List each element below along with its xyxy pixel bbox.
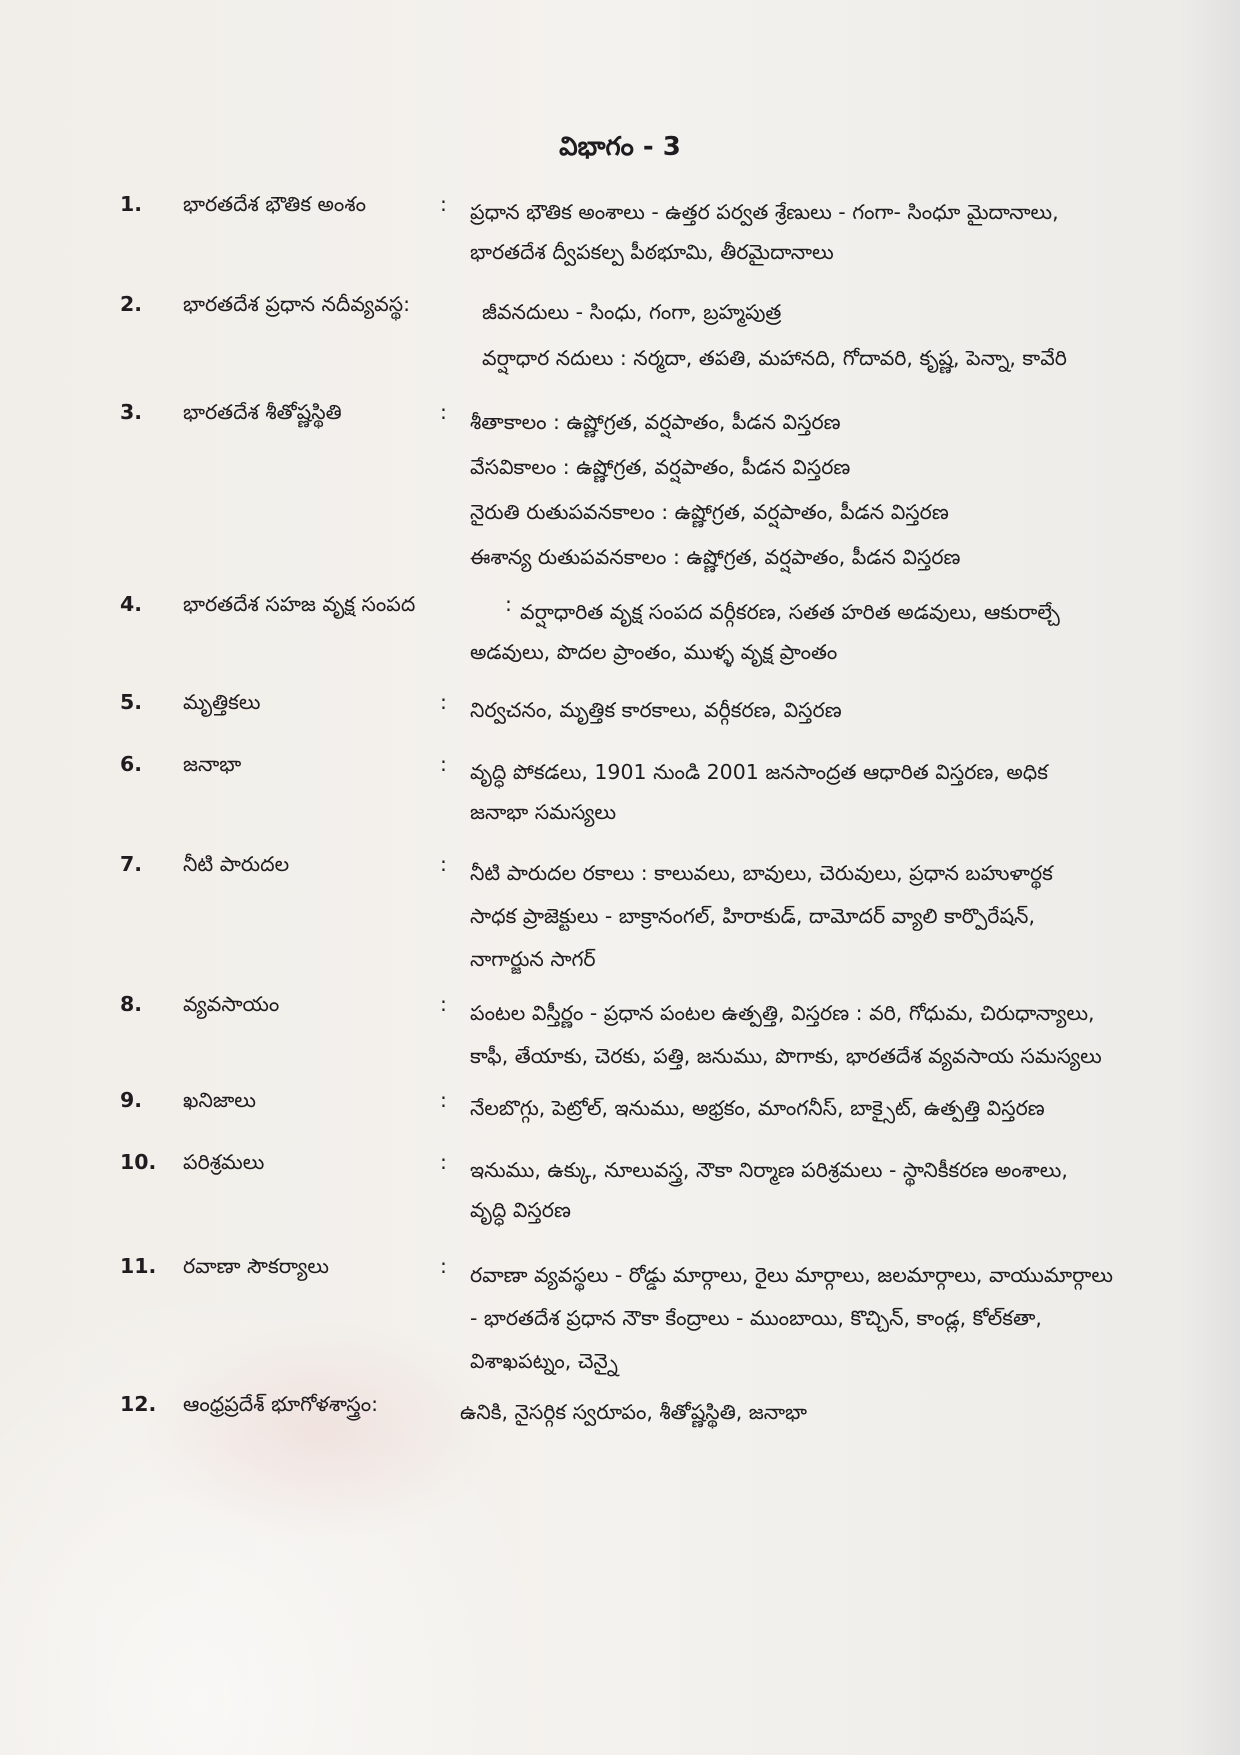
description-line: ప్రధాన భౌతిక అంశాలు - ఉత్తర పర్వత శ్రేణులు - గంగా- సింధూ మైదానాలు, <box>470 200 1059 224</box>
description-line: నైరుతి రుతుపవనకాలం : ఉష్ణోగ్రత, వర్షపాతం, పీడన విస్తరణ <box>470 500 949 524</box>
item-colon: : <box>440 752 447 776</box>
section-heading: విభాగం - 3 <box>559 132 681 162</box>
description-line: విశాఖపట్నం, చెన్నై <box>470 1349 618 1373</box>
item-topic: ఆంధ్రప్రదేశ్ భూగోళశాస్త్రం: <box>183 1392 379 1416</box>
description-line: నీటి పారుదల రకాలు : కాలువలు, బావులు, చెరువులు, ప్రధాన బహుళార్థక <box>470 861 1053 885</box>
description-line: వృద్ధి విస్తరణ <box>470 1198 571 1222</box>
item-number: 6. <box>120 752 143 776</box>
item-colon: : <box>440 1088 447 1112</box>
item-colon: : <box>440 192 447 216</box>
item-topic: రవాణా సౌకర్యాలు <box>183 1254 329 1278</box>
item-description <box>470 1088 1190 1128</box>
item-number: 11. <box>120 1254 157 1278</box>
item-description <box>482 292 1202 378</box>
item-colon: : <box>440 690 447 714</box>
item-description <box>470 1254 1190 1383</box>
item-colon: : <box>440 992 447 1016</box>
item-description <box>470 852 1190 981</box>
item-number: 12. <box>120 1392 157 1416</box>
item-topic: మృత్తికలు <box>183 690 261 714</box>
description-line: రవాణా వ్యవస్థలు - రోడ్డు మార్గాలు, రైలు మార్గాలు, జలమార్గాలు, వాయుమార్గాలు <box>470 1263 1113 1287</box>
item-topic: వ్యవసాయం <box>183 992 280 1016</box>
description-line: నాగార్జున సాగర్ <box>470 947 596 971</box>
description-line: జనాభా సమస్యలు <box>470 800 617 824</box>
description-line: వర్షాధార నదులు : నర్మదా, తపతి, మహానది, గోదావరి, కృష్ణ, పెన్నా, కావేరి <box>482 346 1067 370</box>
item-description <box>460 1392 1180 1432</box>
item-colon: : <box>440 1150 447 1174</box>
description-line: అడవులు, పొదల ప్రాంతం, ముళ్ళ వృక్ష ప్రాంతం <box>470 640 838 664</box>
description-line: జీవనదులు - సింధు, గంగా, బ్రహ్మపుత్ర <box>482 300 782 324</box>
item-topic: భారతదేశ సహజ వృక్ష సంపద <box>183 592 416 616</box>
item-number: 2. <box>120 292 143 316</box>
description-line: - భారతదేశ ప్రధాన నౌకా కేంద్రాలు - ముంబాయి, కొచ్చిన్, కాండ్ల, కోల్‌కతా, <box>470 1306 1042 1330</box>
item-number: 9. <box>120 1088 143 1112</box>
item-number: 1. <box>120 192 143 216</box>
item-description <box>470 192 1190 272</box>
item-description <box>470 752 1190 832</box>
description-line: వేసవికాలం : ఉష్ణోగ్రత, వర్షపాతం, పీడన విస్తరణ <box>470 455 851 479</box>
item-topic: భారతదేశ శీతోష్ణస్థితి <box>183 400 342 424</box>
item-description <box>470 400 1190 580</box>
item-number: 10. <box>120 1150 157 1174</box>
item-number: 3. <box>120 400 143 424</box>
description-line: ఈశాన్య రుతుపవనకాలం : ఉష్ణోగ్రత, వర్షపాతం, పీడన విస్తరణ <box>470 545 961 569</box>
item-number: 4. <box>120 592 143 616</box>
description-line: శీతాకాలం : ఉష్ణోగ్రత, వర్షపాతం, పీడన విస్తరణ <box>470 410 841 434</box>
description-line: భారతదేశ ద్వీపకల్ప పీఠభూమి, తీరమైదానాలు <box>470 240 834 264</box>
item-topic: ఖనిజాలు <box>183 1088 256 1112</box>
item-colon: : <box>505 592 512 616</box>
item-colon: : <box>440 852 447 876</box>
description-line: ఇనుము, ఉక్కు, నూలువస్త్ర, నౌకా నిర్మాణ పరిశ్రమలు - స్థానికీకరణ అంశాలు, <box>470 1158 1068 1182</box>
item-description <box>470 1150 1190 1230</box>
item-description <box>470 992 1190 1078</box>
description-line: కాఫీ, తేయాకు, చెరకు, పత్తి, జనుము, పొగాకు, భారతదేశ వ్యవసాయ సమస్యలు <box>470 1044 1102 1068</box>
item-colon: : <box>440 400 447 424</box>
description-line: వర్షాధారిత వృక్ష సంపద వర్గీకరణ, సతత హరిత అడవులు, ఆకురాల్చే <box>520 600 1060 624</box>
item-colon: : <box>440 1254 447 1278</box>
item-topic: భారతదేశ ప్రధాన నదీవ్యవస్థ: <box>183 292 410 316</box>
item-description <box>470 690 1190 730</box>
item-number: 5. <box>120 690 143 714</box>
description-line: ఉనికి, నైసర్గిక స్వరూపం, శీతోష్ణస్థితి, జనాభా <box>460 1400 808 1424</box>
item-topic: భారతదేశ భౌతిక అంశం <box>183 192 366 216</box>
item-description <box>470 592 1180 672</box>
item-number: 8. <box>120 992 143 1016</box>
item-topic: జనాభా <box>183 752 242 776</box>
description-line: సాధక ప్రాజెక్టులు - బాక్రానంగల్, హిరాకుడ్, దామోదర్ వ్యాలి కార్పొరేషన్, <box>470 904 1035 928</box>
description-line: పంటల విస్తీర్ణం - ప్రధాన పంటల ఉత్పత్తి, విస్తరణ : వరి, గోధుమ, చిరుధాన్యాలు, <box>470 1001 1095 1025</box>
item-topic: నీటి పారుదల <box>183 852 290 876</box>
item-number: 7. <box>120 852 143 876</box>
description-line: నిర్వచనం, మృత్తిక కారకాలు, వర్గీకరణ, విస్తరణ <box>470 698 842 722</box>
description-line: వృద్ధి పోకడలు, 1901 నుండి 2001 జనసాంద్రత ఆధారిత విస్తరణ, అధిక <box>470 760 1048 784</box>
description-line: నేలబొగ్గు, పెట్రోల్, ఇనుము, అభ్రకం, మాంగనీస్, బాక్సైట్, ఉత్పత్తి విస్తరణ <box>470 1096 1045 1120</box>
item-topic: పరిశ్రమలు <box>183 1150 265 1174</box>
